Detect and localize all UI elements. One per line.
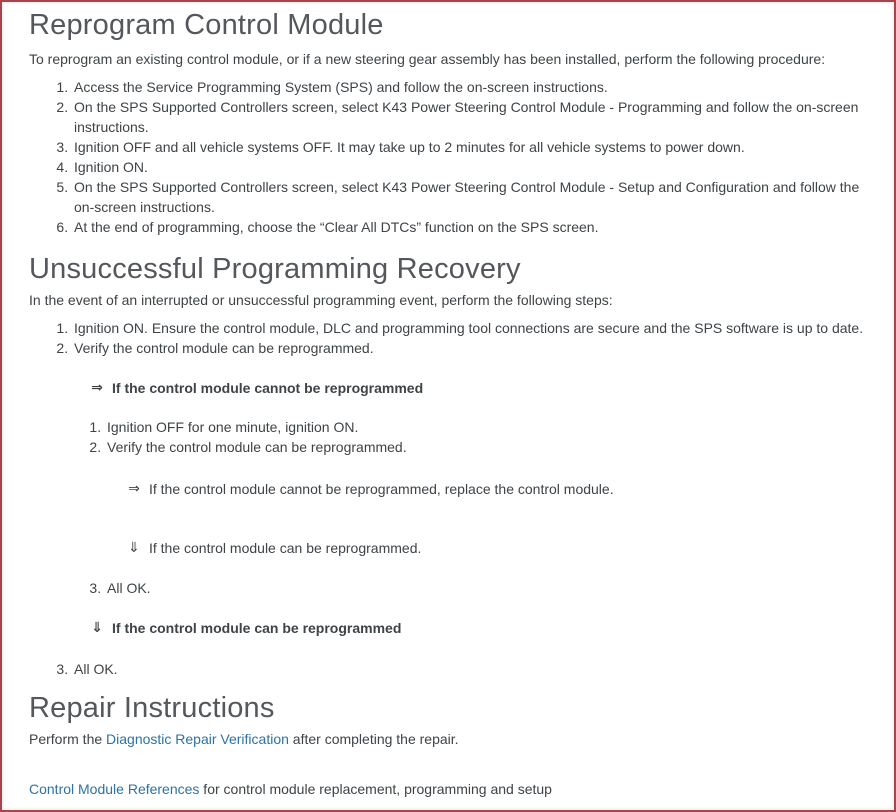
recovery-intro: In the event of an interrupted or unsuccessful programming event, perform the following steps: (29, 292, 613, 308)
branch-cannot-steps-list (62, 417, 864, 457)
down-double-arrow-icon: ⇓ (91, 620, 103, 636)
recovery-final-list (29, 659, 864, 679)
list-item: 6. At the end of programming, choose the “Clear All DTCs” function on the SPS screen. (72, 217, 864, 237)
branch-condition-label: If the control module can be reprogrammed (112, 620, 402, 636)
right-double-arrow-icon: ⇒ (128, 481, 140, 497)
list-item: 2. Verify the control module can be reprogrammed. (105, 437, 864, 457)
recovery-steps-list (29, 318, 864, 358)
branch-can-reprogram (90, 618, 864, 638)
list-item: 1. Access the Service Programming System (SPS) and follow the on-screen instructions. (72, 77, 864, 97)
section-title-repair: Repair Instructions (29, 692, 275, 724)
reprogram-steps-list (29, 77, 864, 237)
section-title-reprogram: Reprogram Control Module (29, 9, 384, 41)
control-module-references-line (29, 779, 864, 799)
down-double-arrow-icon: ⇓ (128, 540, 140, 556)
right-double-arrow-icon: ⇒ (91, 380, 103, 396)
list-item: 2. On the SPS Supported Controllers screen, select K43 Power Steering Control Module - Programming and follow the on-screen instructions. (72, 97, 864, 137)
list-item: 3. All OK. (72, 659, 864, 679)
list-item: 1. Ignition OFF for one minute, ignition ON. (105, 417, 864, 437)
branch-condition-text: If the control module can be reprogrammed. (149, 540, 422, 556)
verification-text-prefix: Perform the (29, 731, 107, 747)
list-item: 2. Verify the control module can be reprogrammed. (72, 338, 864, 358)
branch-condition-label: If the control module cannot be reprogrammed (112, 380, 424, 396)
branch-cannot-reprogram (90, 378, 864, 398)
branch-cannot-final-list (62, 578, 864, 598)
diagnostic-repair-verification-link[interactable]: Diagnostic Repair Verification (106, 731, 289, 747)
document-content (2, 2, 894, 799)
list-item: 3. All OK. (105, 578, 864, 598)
list-item: 1. Ignition ON. Ensure the control module, DLC and programming tool connections are secure and the SPS software is up to date. (72, 318, 864, 338)
list-item: 5. On the SPS Supported Controllers screen, select K43 Power Steering Control Module - Setup and Configuration and follow the on-screen instructions. (72, 177, 864, 217)
list-item: 3. Ignition OFF and all vehicle systems OFF. It may take up to 2 minutes for all vehicle systems to power down. (72, 137, 864, 157)
references-text-suffix: for control module replacement, programming and setup (199, 781, 552, 797)
branch-cannot-replace-module (127, 479, 864, 499)
repair-verification-line (29, 729, 864, 749)
verification-text-suffix: after completing the repair. (288, 731, 459, 747)
branch-can-continue (127, 538, 864, 558)
list-item: 4. Ignition ON. (72, 157, 864, 177)
control-module-references-link[interactable]: Control Module References (29, 781, 200, 797)
reprogram-intro: To reprogram an existing control module, or if a new steering gear assembly has been installed, perform the following procedure: (29, 51, 826, 67)
section-title-recovery: Unsuccessful Programming Recovery (29, 253, 521, 285)
branch-condition-text: If the control module cannot be reprogrammed, replace the control module. (149, 481, 614, 497)
